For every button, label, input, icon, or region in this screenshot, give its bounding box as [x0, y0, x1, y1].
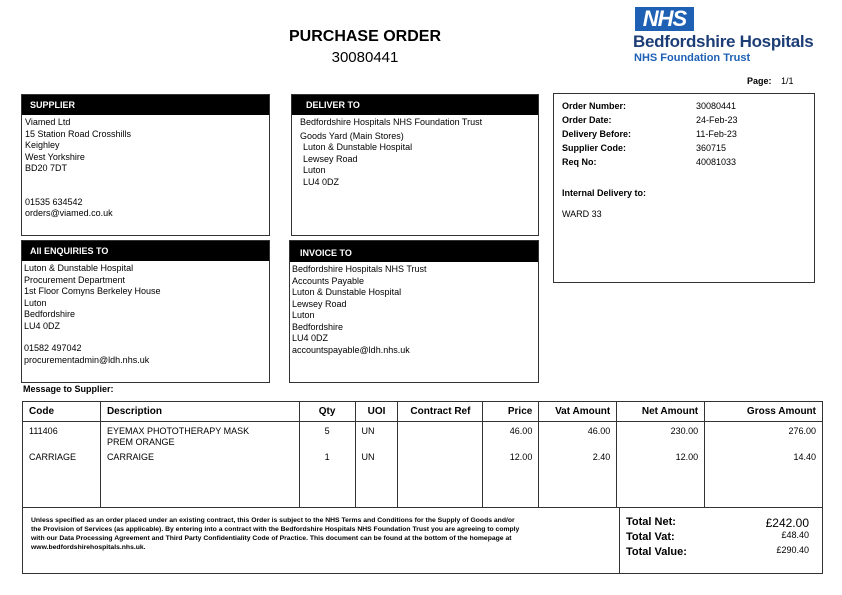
order-number-label: Order Number:	[562, 101, 627, 111]
invoice-to-address	[290, 262, 538, 358]
enquiries-line: 1st Floor Comyns Berkeley House	[24, 286, 161, 296]
order-items-table	[22, 401, 823, 508]
item-net: 230.00	[617, 422, 705, 448]
delivery-before-label: Delivery Before:	[562, 129, 632, 139]
item-qty: 1	[299, 447, 355, 508]
item-description-line: PREM ORANGE	[106, 436, 175, 447]
item-uoi: UN	[355, 422, 398, 448]
enquiries-email: procurementadmin@ldh.nhs.uk	[24, 354, 150, 365]
item-vat: 46.00	[539, 422, 617, 448]
column-header: Qty	[299, 402, 355, 422]
deliver-to-address	[292, 115, 538, 190]
column-header: Vat Amount	[539, 402, 617, 422]
item-description	[100, 422, 299, 448]
item-contract-ref	[398, 447, 483, 508]
terms-text: Unless specified as an order placed under an existing contract, this Order is subject to the NHS Terms and Conditions for the Supply of Goods and/or the Provision of Services (as applicable). By entering into a contract with the Bedfordshire Hospitals NHS Foundation Trust you are agreeing to comply with our Data Processing Agreement and Third Party Confidentiality Code of Practice. This document can be found at the bottom of the homepage at www.bedfordshirehospitals.nhs.uk.	[31, 517, 520, 551]
enquiries-line: LU4 0DZ	[24, 320, 61, 331]
supplier-line: BD20 7DT	[25, 163, 68, 173]
supplier-address	[22, 115, 269, 222]
table-row	[23, 447, 823, 508]
total-net-value: £242.00	[765, 516, 809, 530]
invoice-to-heading: INVOICE TO	[290, 241, 538, 262]
delivery-before-value: 11-Feb-23	[696, 129, 737, 139]
req-no-label: Req No:	[562, 157, 597, 167]
deliver-line: Lewsey Road	[303, 153, 358, 164]
supplier-line: Viamed Ltd	[25, 117, 71, 127]
page-value: 1/1	[781, 76, 794, 86]
supplier-line: West Yorkshire	[25, 151, 85, 162]
item-qty: 5	[299, 422, 355, 448]
invoice-line: Bedfordshire Hospitals NHS Trust	[292, 264, 427, 274]
supplier-code-value: 360715	[696, 143, 727, 153]
deliver-line: LU4 0DZ	[303, 176, 340, 187]
deliver-line: Luton & Dunstable Hospital	[303, 142, 413, 152]
supplier-heading: SUPPLIER	[22, 95, 269, 115]
deliver-to-heading: DELIVER TO	[292, 95, 538, 115]
trust-subtitle: NHS Foundation Trust	[634, 52, 751, 64]
item-code: 111406	[29, 426, 58, 436]
enquiries-line: Luton & Dunstable Hospital	[24, 263, 134, 273]
total-net-label: Total Net:	[626, 516, 676, 528]
deliver-line: Goods Yard (Main Stores)	[300, 130, 404, 141]
item-vat: 2.40	[539, 447, 617, 508]
order-date-value: 24-Feb-23	[696, 115, 738, 125]
invoice-line: Accounts Payable	[292, 275, 365, 286]
page-label: Page:	[747, 76, 772, 86]
table-header-row	[23, 402, 823, 422]
totals-box	[619, 508, 823, 573]
item-description	[100, 447, 299, 508]
footer-box	[22, 508, 823, 574]
total-vat-value: £48.40	[781, 530, 809, 540]
total-value-label: Total Value:	[626, 546, 687, 558]
req-no-value: 40081033	[696, 157, 737, 167]
invoice-line: Bedfordshire	[292, 321, 344, 332]
enquiries-heading: All ENQUIRIES TO	[22, 241, 269, 261]
item-net: 12.00	[617, 447, 705, 508]
invoice-to-box	[289, 240, 539, 383]
order-number-value: 30080441	[696, 101, 737, 111]
item-gross: 14.40	[705, 447, 823, 508]
deliver-line: Bedfordshire Hospitals NHS Foundation Trust	[300, 117, 483, 127]
trust-name: Bedfordshire Hospitals	[633, 32, 814, 51]
internal-delivery-label: Internal Delivery to:	[562, 188, 647, 198]
item-description-line: EYEMAX PHOTOTHERAPY MASK	[106, 426, 250, 436]
supplier-code-label: Supplier Code:	[562, 143, 627, 153]
column-header: Net Amount	[617, 402, 705, 422]
column-header: Contract Ref	[398, 402, 483, 422]
item-gross: 276.00	[705, 422, 823, 448]
invoice-line: LU4 0DZ	[292, 333, 329, 343]
total-value-value: £290.40	[776, 545, 809, 555]
header-order-number: 30080441	[331, 49, 399, 66]
enquiries-line: Bedfordshire	[24, 309, 76, 319]
item-uoi: UN	[355, 447, 398, 508]
enquiries-phone: 01582 497042	[24, 343, 82, 353]
invoice-line: accountspayable@ldh.nhs.uk	[292, 344, 410, 355]
item-contract-ref	[398, 422, 483, 448]
deliver-line: Luton	[303, 165, 326, 175]
table-row	[23, 422, 823, 448]
supplier-email: orders@viamed.co.uk	[25, 208, 113, 218]
column-header: Gross Amount	[705, 402, 823, 422]
column-header: Price	[483, 402, 539, 422]
column-header: Code	[23, 402, 101, 422]
nhs-logo: NHS	[635, 7, 694, 31]
order-date-label: Order Date:	[562, 115, 612, 125]
invoice-line: Luton & Dunstable Hospital	[292, 287, 402, 297]
total-vat-label: Total Vat:	[626, 531, 675, 543]
enquiries-line: Luton	[24, 297, 47, 308]
item-description-line: CARRAIGE	[106, 452, 154, 462]
enquiries-line: Procurement Department	[24, 274, 126, 285]
supplier-line: 15 Station Road Crosshills	[25, 128, 132, 139]
invoice-line: Lewsey Road	[292, 298, 347, 309]
supplier-phone: 01535 634542	[25, 196, 83, 207]
column-header: Description	[100, 402, 299, 422]
enquiries-address	[22, 261, 269, 368]
message-to-supplier-label: Message to Supplier:	[23, 384, 114, 394]
supplier-line: Keighley	[25, 140, 60, 150]
document-title: PURCHASE ORDER	[288, 28, 441, 45]
internal-delivery-value: WARD 33	[562, 209, 602, 219]
item-code: CARRIAGE	[29, 452, 77, 462]
item-price: 46.00	[483, 422, 539, 448]
supplier-box	[21, 94, 270, 236]
item-price: 12.00	[483, 447, 539, 508]
invoice-line: Luton	[292, 310, 315, 320]
order-info-box	[553, 93, 815, 283]
deliver-to-box	[291, 94, 539, 236]
column-header: UOI	[355, 402, 398, 422]
enquiries-box	[21, 240, 270, 383]
